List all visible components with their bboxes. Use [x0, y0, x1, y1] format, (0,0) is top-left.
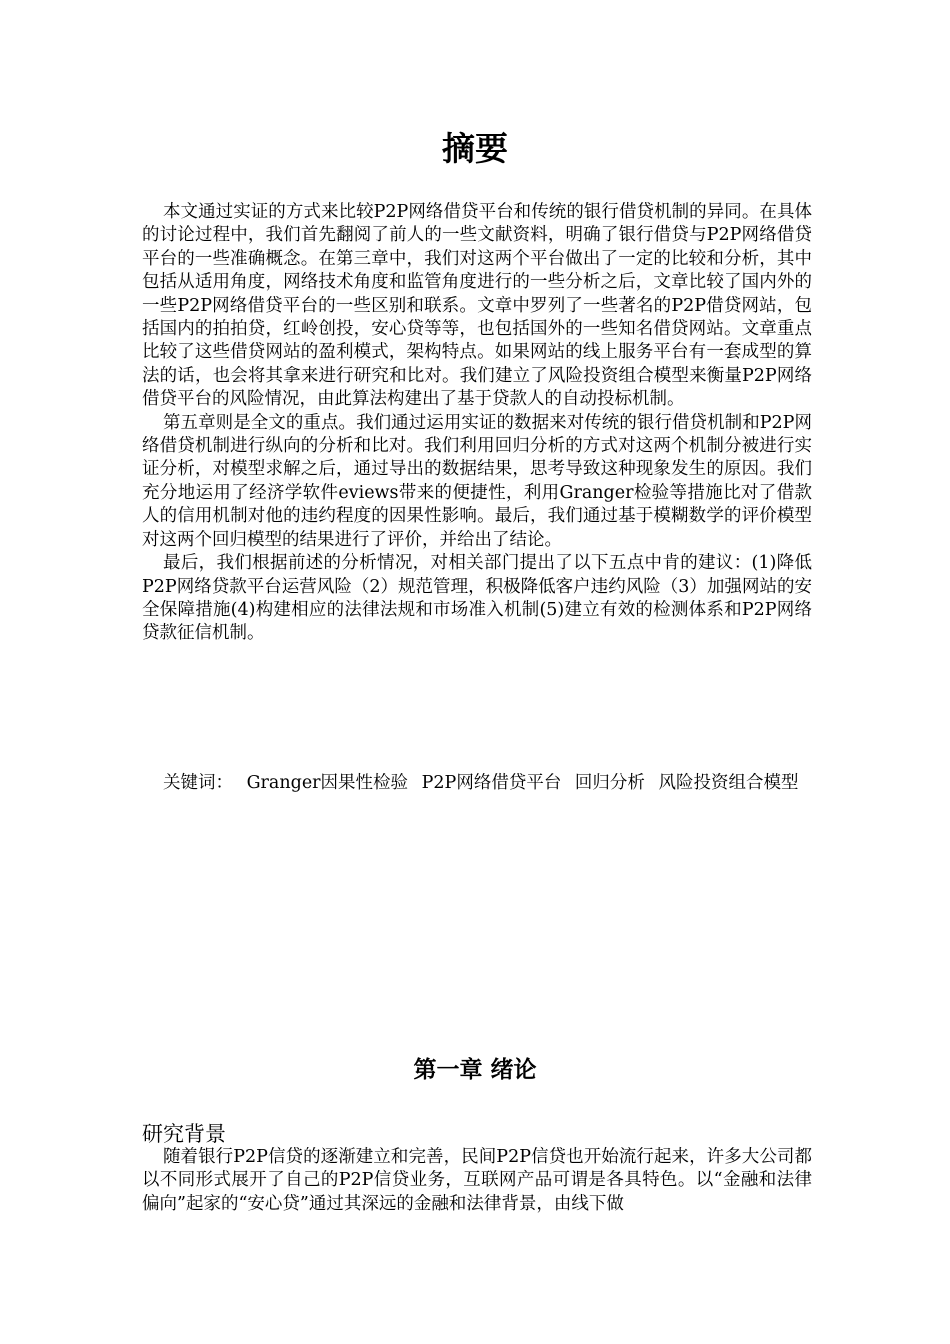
- keywords-line: [142, 772, 812, 795]
- section-heading: 研究背景: [142, 1122, 226, 1146]
- keyword-item: 风险投资组合模型: [658, 773, 799, 793]
- chapter-body: [142, 1146, 812, 1216]
- keyword-item: Granger因果性检验: [246, 773, 409, 793]
- abstract-paragraph: 本文通过实证的方式来比较P2P网络借贷平台和传统的银行借贷机制的异同。在具体的讨论过程中，我们首先翻阅了前人的一些文献资料，明确了银行借贷与P2P网络借贷平台的一些准确概念。在第三章中，我们对这两个平台做出了一定的比较和分析，其中包括从适用角度，网络技术角度和监管角度进行的一些分析之后，文章比较了国内外的一些P2P网络借贷平台的一些区别和联系。文章中罗列了一些著名的P2P借贷网站，包括国内的拍拍贷，红岭创投，安心贷等等，也包括国外的一些知名借贷网站。文章重点比较了这些借贷网站的盈利模式，架构特点。如果网站的线上服务平台有一套成型的算法的话，也会将其拿来进行研究和比对。我们建立了风险投资组合模型来衡量P2P网络借贷平台的风险情况，由此算法构建出了基于贷款人的自动投标机制。: [142, 202, 812, 410]
- abstract-body: [142, 201, 812, 646]
- keyword-item: P2P网络借贷平台: [421, 773, 562, 793]
- abstract-heading: 摘要: [442, 129, 508, 168]
- chapter-paragraph: 随着银行P2P信贷的逐渐建立和完善，民间P2P信贷也开始流行起来，许多大公司都以不同形式展开了自己的P2P信贷业务，互联网产品可谓是各具特色。以“金融和法律偏向”起家的“安心贷”通过其深远的金融和法律背景，由线下做: [142, 1147, 812, 1214]
- abstract-paragraph: 最后，我们根据前述的分析情况，对相关部门提出了以下五点中肯的建议：(1)降低P2P网络贷款平台运营风险（2）规范管理，积极降低客户违约风险（3）加强网站的安全保障措施(4)构建相应的法律法规和市场准入机制(5)建立有效的检测体系和P2P网络贷款征信机制。: [142, 553, 812, 644]
- keywords-label: 关键词：: [163, 773, 233, 793]
- chapter-heading: 第一章 绪论: [413, 1056, 537, 1083]
- keyword-item: 回归分析: [574, 773, 645, 793]
- abstract-paragraph: 第五章则是全文的重点。我们通过运用实证的数据来对传统的银行借贷机制和P2P网络借贷机制进行纵向的分析和比对。我们利用回归分析的方式对这两个机制分被进行实证分析，对模型求解之后，通过导出的数据结果，思考导致这种现象发生的原因。我们充分地运用了经济学软件eviews带来的便捷性，利用Granger检验等措施比对了借款人的信用机制对他的违约程度的因果性影响。最后，我们通过基于模糊数学的评价模型对这两个回归模型的结果进行了评价，并给出了结论。: [142, 412, 812, 550]
